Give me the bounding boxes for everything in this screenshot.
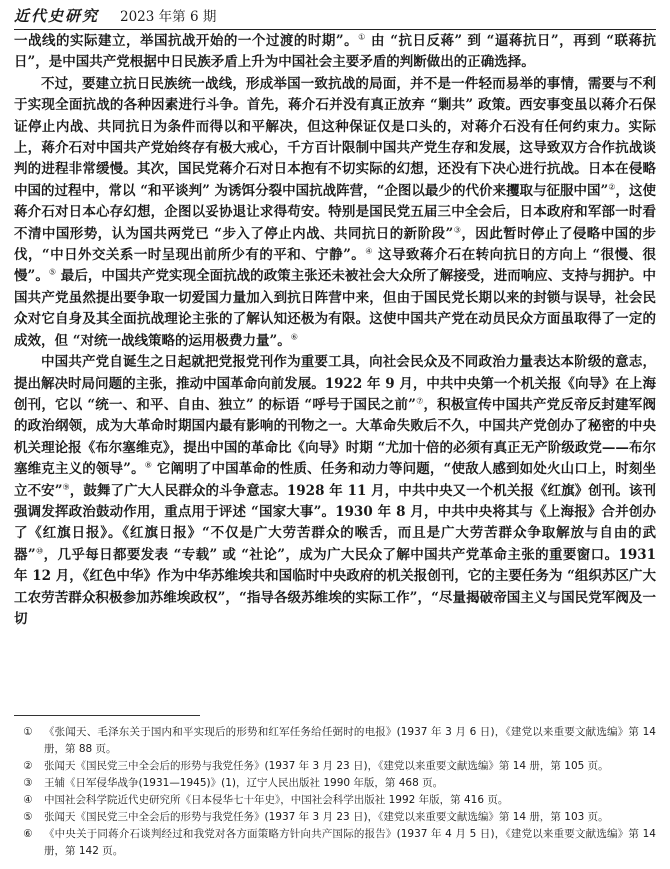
body-paragraph xyxy=(14,352,656,630)
issue-label: 2023 年第 6 期 xyxy=(120,9,217,25)
paragraph-text: ，几乎每日都要发表 “专载” 或 “社论”，成为广大民众了解中国共产党革命主张的重要窗口。1931 年 12 月，《红色中华》作为中华苏维埃共和国临时中央政府的机关报创刊，它的主要任务为 “组织苏区广大工农劳苦群众积极参加苏维埃政权”，“指导各级苏维埃的实际工作”，“尽量揭破帝国主义与国民党军阀及一切 xyxy=(14,546,656,627)
paragraph-text: 它阐明了中国革命的性质、任务和动力等问题，“使敌人感到如处火山口上，时刻坐立不安” xyxy=(14,461,656,499)
footnote-ref[interactable]: ⑨ xyxy=(62,482,70,492)
footnote-ref[interactable]: ③ xyxy=(453,225,462,235)
footnote-number: ① xyxy=(23,726,33,738)
footnote-ref[interactable]: ⑧ xyxy=(144,460,153,470)
footnote-number: ⑥ xyxy=(23,828,33,840)
header-rule xyxy=(14,29,656,30)
running-header xyxy=(14,6,654,28)
footnotes xyxy=(14,724,656,864)
footnote-text: 《张闻天、毛泽东关于国内和平实现后的形势和红军任务给任弼时的电报》(1937 年 3 月 6 日)，《建党以来重要文献选编》第 14 册，第 88 页。 xyxy=(44,726,656,755)
footnote-text: 《中央关于同蒋介石谈判经过和我党对各方面策略方针向共产国际的报告》(1937 年 4 月 5 日)，《建党以来重要文献选编》第 14 册，第 142 页。 xyxy=(44,828,656,857)
footnote-item xyxy=(14,809,656,826)
journal-logo: 近代史研究 xyxy=(14,7,100,25)
paragraph-text: 不过，要建立抗日民族统一战线，形成举国一致抗战的局面，并不是一件轻而易举的事情，需要与不利于实现全面抗战的各种因素进行斗争。首先，蒋介石并没有真正放弃 “剿共” 政策。西安事变虽以蒋介石保证停止内战、共同抗日为条件而得以和平解决，但这种保证仅是口头的，对蒋介石没有任何约束力。实际上，蒋介石对中国共产党始终存有极大戒心，千方百计限制中国共产党生存和发展，这导致双方合作抗战谈判的进程非常缓慢。其次，国民党蒋介石对日本抱有不切实际的幻想，还没有下决心进行抗战。日本在侵略中国的过程中，常以 “和平谈判” 为诱饵分裂中国抗战阵营，“企图以最少的代价来攫取与征服中国” xyxy=(14,75,656,199)
paragraph-text: 一战线的实际建立，举国抗战开始的一个过渡的时期”。 xyxy=(14,33,359,49)
paragraph-text: 最后，中国共产党实现全面抗战的政策主张还未被社会大众所了解接受，进而响应、支持与拥护。中国共产党虽然提出要争取一切爱国力量加入到抗日阵营中来，但由于国民党长期以来的封锁与误导，社会民众对它自身及其全面抗战理论主张的了解认知还极为有限。这使中国共产党在动员民众方面虽取得了一定的成效，但 “对统一战线策略的运用极费力量”。 xyxy=(14,268,656,349)
paragraph-text: 这导致蒋介石在转向抗日的方向上 “很慢、很慢”。 xyxy=(14,247,656,285)
footnote-rule xyxy=(14,715,200,716)
article-body xyxy=(14,31,656,685)
footnote-number: ④ xyxy=(23,794,33,806)
footnote-number: ⑤ xyxy=(23,811,33,823)
footnote-item xyxy=(14,775,656,792)
footnote-number: ③ xyxy=(23,777,33,789)
paragraph-text: ，鼓舞了广大人民群众的斗争意志。1928 年 11 月，中共中央又一个机关报《红旗》创刊。该刊强调发挥政治鼓动作用，重点用于评述 “国家大事”。1930 年 8 月，中共中央将其与《上海报》合并创办了《红旗日报》。《红旗日报》“不仅是广大劳苦群众的喉舌，而且是广大劳苦群众争取解放与自由的武器” xyxy=(14,482,656,563)
body-paragraph xyxy=(14,31,656,74)
footnote-ref[interactable]: ① xyxy=(358,32,366,42)
body-paragraph xyxy=(14,74,656,352)
footnote-item xyxy=(14,758,656,775)
footnote-text: 张闻天《国民党三中全会后的形势与我党任务》(1937 年 3 月 23 日)，《建党以来重要文献选编》第 14 册，第 103 页。 xyxy=(44,811,609,823)
footnote-item xyxy=(14,826,656,860)
footnote-text: 中国社会科学院近代史研究所《日本侵华七十年史》，中国社会科学出版社 1992 年版，第 416 页。 xyxy=(44,794,509,806)
footnote-ref[interactable]: ⑦ xyxy=(415,396,424,406)
footnote-ref[interactable]: ② xyxy=(608,182,616,192)
footnote-number: ② xyxy=(23,760,33,772)
footnote-ref[interactable]: ⑥ xyxy=(290,332,298,342)
footnote-text: 王辅《日军侵华战争(1931—1945)》(1)，辽宁人民出版社 1990 年版，第 468 页。 xyxy=(44,777,444,789)
footnote-ref[interactable]: ⑩ xyxy=(35,546,44,556)
footnote-text: 张闻天《国民党三中全会后的形势与我党任务》(1937 年 3 月 23 日)，《建党以来重要文献选编》第 14 册，第 105 页。 xyxy=(44,760,609,772)
paragraph-text: ，积极宣传中国共产党反帝反封建军阀的政治纲领，成为大革命时期国内最有影响的刊物之一。大革命失败后不久，中国共产党创办了秘密的中央机关理论报《布尔塞维克》，提出中国的革命比《向导》时期 “尤加十倍的必须有真正无产阶级政党——布尔塞维克主义的领导”。 xyxy=(14,396,656,478)
paragraph-text: ，这使蒋介石对日本心存幻想，企图以妥协退让求得苟安。特别是国民党五届三中全会后，日本政府和军部一时看不清中国形势，认为国共两党已 “步入了停止内战、共同抗日的新阶段” xyxy=(14,182,656,242)
paragraph-text: 中国共产党自诞生之日起就把党报党刊作为重要工具，向社会民众及不同政治力量表达本阶级的意志，提出解决时局问题的主张，推动中国革命向前发展。1922 年 9 月，中共中央第一个机关报《向导》在上海创刊，它以 “统一、和平、自由、独立” 的标语 “呼号于国民之前” xyxy=(14,354,656,413)
footnote-ref[interactable]: ⑤ xyxy=(48,267,57,277)
paragraph-text: 由 “抗日反蒋” 到 “逼蒋抗日”，再到 “联蒋抗日”，是中国共产党根据中日民族矛盾上升为中国社会主要矛盾的判断做出的正确选择。 xyxy=(14,33,656,71)
footnote-item xyxy=(14,724,656,758)
footnote-item xyxy=(14,792,656,809)
footnote-ref[interactable]: ④ xyxy=(365,246,373,256)
paragraph-text: ，因此暂时停止了侵略中国的步伐，“中日外交关系一时呈现出前所少有的平和、宁静”。 xyxy=(14,225,656,264)
